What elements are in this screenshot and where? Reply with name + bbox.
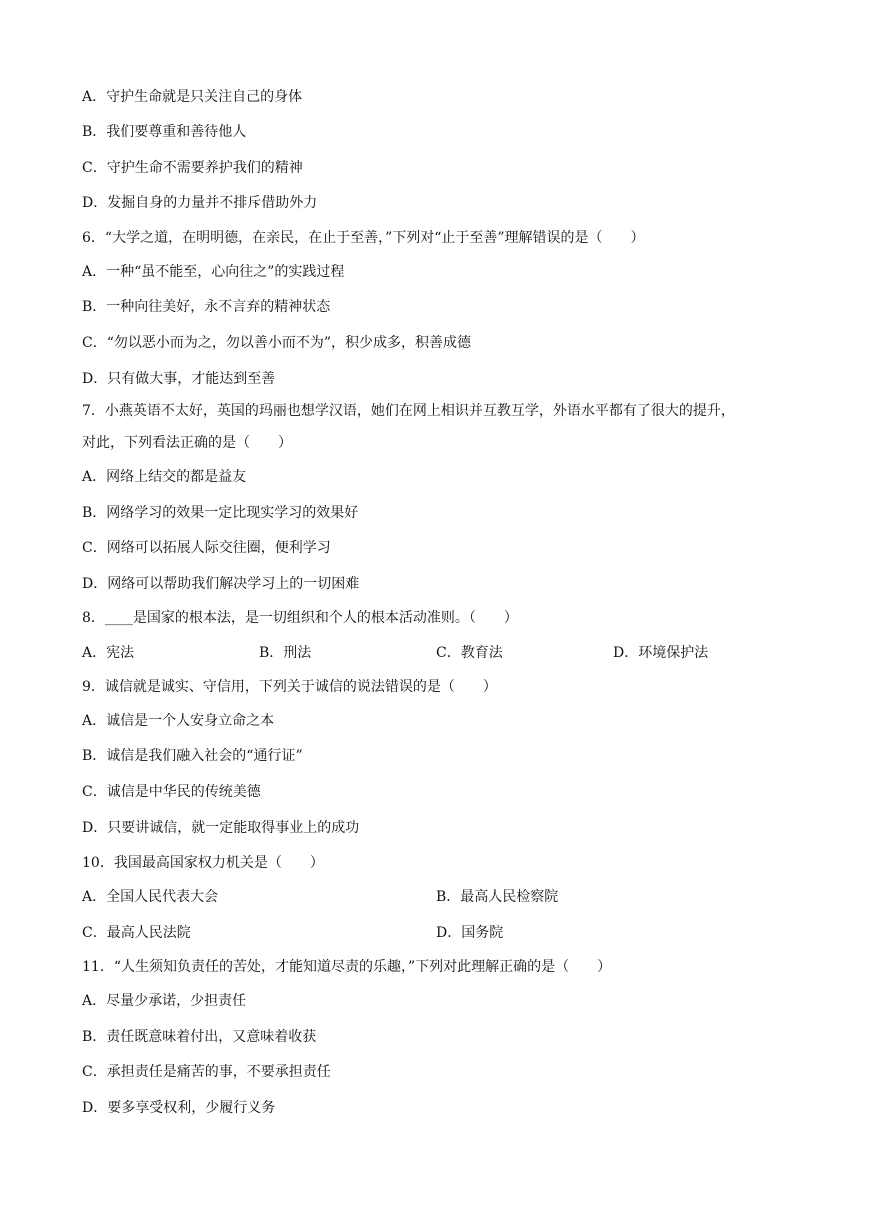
q8-option-a: A．宪法	[82, 645, 135, 661]
q6-option-d: D．只有做大事，才能达到至善	[82, 371, 276, 387]
q11-option-c: C．承担责任是痛苦的事，不要承担责任	[82, 1064, 331, 1080]
q5-option-d: D．发掘自身的力量并不排斥借助外力	[82, 195, 318, 211]
q7-option-d: D．网络可以帮助我们解决学习上的一切困难	[82, 576, 360, 592]
q6-stem: 6．“大学之道，在明明德，在亲民，在止于至善，”下列对“止于至善”理解错误的是（ ）	[82, 230, 645, 246]
q9-stem: 9．诚信就是诚实、守信用，下列关于诚信的说法错误的是（ ）	[82, 679, 497, 695]
q7-option-a: A．网络上结交的都是益友	[82, 469, 247, 485]
q11-option-a: A．尽量少承诺，少担责任	[82, 993, 247, 1009]
q10-option-c: C．最高人民法院	[82, 925, 191, 941]
q8-option-c: C．教育法	[436, 645, 503, 661]
q11-option-d: D．要多享受权利，少履行义务	[82, 1100, 276, 1116]
q11-option-b: B．责任既意味着付出，又意味着收获	[82, 1029, 317, 1045]
q6-option-c: C．“勿以恶小而为之，勿以善小而不为”，积少成多，积善成德	[82, 335, 472, 351]
q10-option-d: D．国务院	[436, 925, 504, 941]
q5-option-c: C．守护生命不需要养护我们的精神	[82, 160, 303, 176]
q6-option-a: A．一种“虽不能至，心向往之”的实践过程	[82, 264, 345, 280]
q10-option-a: A．全国人民代表大会	[82, 889, 219, 905]
q10-stem: 10．我国最高国家权力机关是（ ）	[82, 855, 324, 871]
q8-option-d: D．环境保护法	[613, 645, 709, 661]
q9-option-c: C．诚信是中华民的传统美德	[82, 784, 261, 800]
q11-stem: 11．“人生须知负责任的苦处，才能知道尽责的乐趣，”下列对此理解正确的是（ ）	[82, 959, 612, 975]
q5-option-b: B．我们要尊重和善待他人	[82, 124, 247, 140]
q8-stem: 8．____是国家的根本法，是一切组织和个人的根本活动准则。（ ）	[82, 610, 518, 626]
q7-stem-line2: 对此，下列看法正确的是（ ）	[82, 435, 292, 451]
q10-option-b: B．最高人民检察院	[436, 889, 559, 905]
q9-option-b: B．诚信是我们融入社会的“通行证”	[82, 748, 303, 764]
q7-option-c: C．网络可以拓展人际交往圈，便利学习	[82, 540, 331, 556]
q8-option-b: B．刑法	[259, 645, 312, 661]
q7-stem-line1: 7．小燕英语不太好，英国的玛丽也想学汉语，她们在网上相识并互教互学，外语水平都有了很大的提升，	[82, 403, 735, 419]
q9-option-d: D．只要讲诚信，就一定能取得事业上的成功	[82, 820, 360, 836]
q5-option-a: A．守护生命就是只关注自己的身体	[82, 89, 303, 105]
q9-option-a: A．诚信是一个人安身立命之本	[82, 713, 275, 729]
q7-option-b: B．网络学习的效果一定比现实学习的效果好	[82, 505, 359, 521]
q6-option-b: B．一种向往美好，永不言弃的精神状态	[82, 299, 331, 315]
